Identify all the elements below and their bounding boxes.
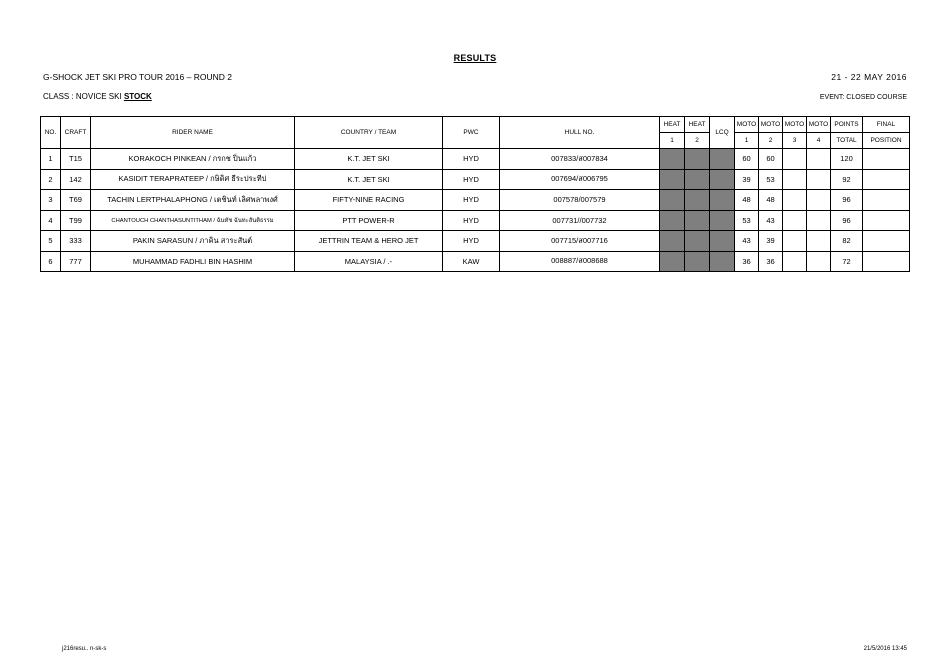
cell-pwc: HYD [443, 190, 500, 211]
cell-total: 82 [831, 231, 863, 252]
cell-heat2 [685, 149, 710, 170]
table-row [41, 169, 910, 190]
cell-pwc: KAW [443, 251, 500, 272]
cell-moto4 [807, 210, 831, 231]
col-pwc: PWC [443, 117, 500, 149]
cell-rider: PAKIN SARASUN / ภาคิน สาระสันต์ [91, 231, 295, 252]
cell-final [863, 190, 910, 211]
col-hull: HULL NO. [500, 117, 660, 149]
cell-heat1 [660, 149, 685, 170]
col-moto4: MOTO [807, 117, 831, 133]
cell-hull: 007694/ส006795 [500, 169, 660, 190]
cell-no: 1 [41, 149, 61, 170]
cell-craft: T15 [61, 149, 91, 170]
cell-no: 5 [41, 231, 61, 252]
cell-hull: 008887/ส008688 [500, 251, 660, 272]
cell-heat1 [660, 210, 685, 231]
cell-moto4 [807, 149, 831, 170]
cell-hull: 007833/ส007834 [500, 149, 660, 170]
cell-moto1: 48 [735, 190, 759, 211]
col-heat2: HEAT [685, 117, 710, 133]
cell-heat1 [660, 251, 685, 272]
table-row [41, 190, 910, 211]
col-lcq: LCQ [710, 117, 735, 149]
col-moto2-num: 2 [759, 133, 783, 149]
cell-final [863, 231, 910, 252]
cell-heat2 [685, 231, 710, 252]
table-row [41, 231, 910, 252]
cell-lcq [710, 231, 735, 252]
header-row-1 [41, 117, 910, 133]
cell-country: PTT POWER-R [295, 210, 443, 231]
cell-moto3 [783, 190, 807, 211]
cell-moto2: 60 [759, 149, 783, 170]
col-moto1: MOTO [735, 117, 759, 133]
col-final-position: POSITION [863, 133, 910, 149]
cell-hull: 007715/ส007716 [500, 231, 660, 252]
cell-moto1: 43 [735, 231, 759, 252]
cell-pwc: HYD [443, 149, 500, 170]
class-line [43, 92, 152, 101]
cell-hull: 007578/007579 [500, 190, 660, 211]
cell-no: 6 [41, 251, 61, 272]
table-row [41, 149, 910, 170]
event-name: G-SHOCK JET SKI PRO TOUR 2016 – ROUND 2 [43, 72, 232, 82]
cell-moto2: 43 [759, 210, 783, 231]
cell-lcq [710, 149, 735, 170]
cell-rider: MUHAMMAD FADHLI BIN HASHIM [91, 251, 295, 272]
col-points: POINTS [831, 117, 863, 133]
cell-heat2 [685, 169, 710, 190]
cell-heat1 [660, 190, 685, 211]
cell-pwc: HYD [443, 231, 500, 252]
cell-craft: 333 [61, 231, 91, 252]
cell-craft: T69 [61, 190, 91, 211]
col-heat1: HEAT [660, 117, 685, 133]
cell-country: FIFTY-NINE RACING [295, 190, 443, 211]
cell-pwc: HYD [443, 210, 500, 231]
col-moto4-num: 4 [807, 133, 831, 149]
cell-rider: KORAKOCH PINKEAN / กรกช ปิ่นแก้ว [91, 149, 295, 170]
event-date: 21 - 22 MAY 2016 [831, 72, 907, 82]
cell-country: MALAYSIA / .- [295, 251, 443, 272]
col-heat1-num: 1 [660, 133, 685, 149]
cell-lcq [710, 190, 735, 211]
cell-total: 96 [831, 190, 863, 211]
cell-final [863, 149, 910, 170]
col-craft: CRAFT [61, 117, 91, 149]
cell-total: 96 [831, 210, 863, 231]
cell-country: K.T. JET SKI [295, 169, 443, 190]
cell-moto3 [783, 231, 807, 252]
cell-moto2: 39 [759, 231, 783, 252]
cell-country: JETTRIN TEAM & HERO JET [295, 231, 443, 252]
col-points-total: TOTAL [831, 133, 863, 149]
class-prefix: CLASS : NOVICE SKI [43, 92, 122, 101]
cell-rider: KASIDIT TERAPRATEEP / กษิดิศ ธีระประทีป [91, 169, 295, 190]
table-body [41, 149, 910, 272]
col-moto2: MOTO [759, 117, 783, 133]
cell-country: K.T. JET SKI [295, 149, 443, 170]
cell-final [863, 210, 910, 231]
cell-total: 72 [831, 251, 863, 272]
cell-moto2: 48 [759, 190, 783, 211]
col-rider: RIDER NAME [91, 117, 295, 149]
table-row [41, 251, 910, 272]
class-name: STOCK [123, 92, 152, 101]
cell-craft: T99 [61, 210, 91, 231]
col-no: NO. [41, 117, 61, 149]
page-title: RESULTS [453, 53, 497, 63]
cell-moto1: 60 [735, 149, 759, 170]
col-final: FINAL [863, 117, 910, 133]
cell-heat2 [685, 210, 710, 231]
cell-rider: CHANTOUCH CHANTHASUNTITHAM / ฉันทัช ฉันทะสันติธรรม [91, 210, 295, 231]
table-row [41, 210, 910, 231]
cell-final [863, 251, 910, 272]
cell-total: 120 [831, 149, 863, 170]
cell-no: 4 [41, 210, 61, 231]
cell-moto2: 36 [759, 251, 783, 272]
cell-heat2 [685, 190, 710, 211]
cell-moto1: 39 [735, 169, 759, 190]
cell-no: 3 [41, 190, 61, 211]
cell-lcq [710, 210, 735, 231]
cell-moto1: 36 [735, 251, 759, 272]
cell-heat2 [685, 251, 710, 272]
cell-moto4 [807, 251, 831, 272]
cell-moto3 [783, 149, 807, 170]
col-moto3: MOTO [783, 117, 807, 133]
col-moto3-num: 3 [783, 133, 807, 149]
cell-heat1 [660, 231, 685, 252]
cell-moto1: 53 [735, 210, 759, 231]
cell-moto2: 53 [759, 169, 783, 190]
cell-moto3 [783, 169, 807, 190]
cell-craft: 777 [61, 251, 91, 272]
col-heat2-num: 2 [685, 133, 710, 149]
cell-moto3 [783, 210, 807, 231]
event-course: EVENT: CLOSED COURSE [819, 94, 907, 101]
cell-heat1 [660, 169, 685, 190]
cell-moto4 [807, 169, 831, 190]
cell-rider: TACHIN LERTPHALAPHONG / เตชินท์ เลิศพลาพงศ์ [91, 190, 295, 211]
cell-no: 2 [41, 169, 61, 190]
cell-lcq [710, 169, 735, 190]
col-moto1-num: 1 [735, 133, 759, 149]
cell-craft: 142 [61, 169, 91, 190]
cell-moto4 [807, 190, 831, 211]
results-table [40, 116, 910, 272]
cell-total: 92 [831, 169, 863, 190]
cell-pwc: HYD [443, 169, 500, 190]
cell-moto3 [783, 251, 807, 272]
cell-final [863, 169, 910, 190]
col-country: COUNTRY / TEAM [295, 117, 443, 149]
cell-moto4 [807, 231, 831, 252]
cell-lcq [710, 251, 735, 272]
footer-timestamp: 21/5/2016 13:45 [863, 646, 907, 652]
table-header [41, 117, 910, 149]
cell-hull: 007731//007732 [500, 210, 660, 231]
footer-filename: j216resu.. n-sk-s [62, 646, 107, 652]
